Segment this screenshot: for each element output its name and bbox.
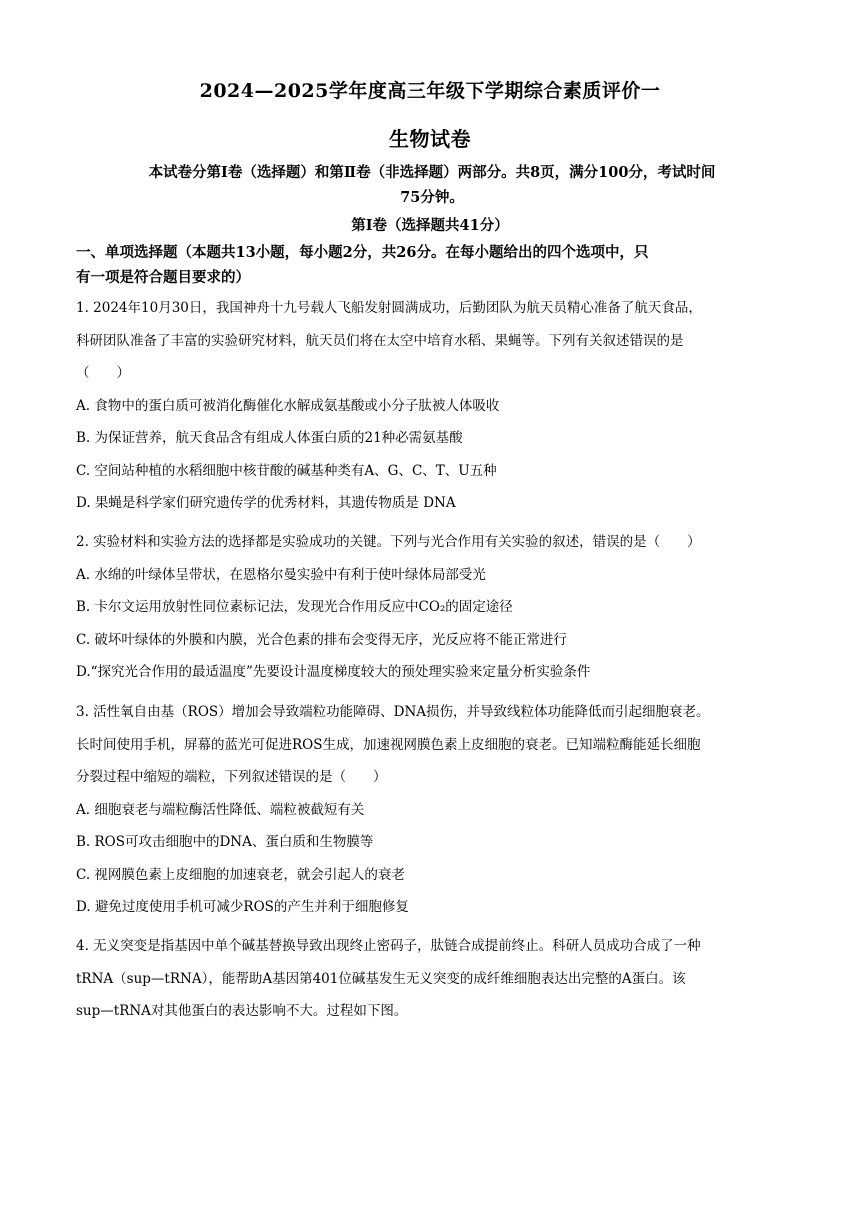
option-c: C. 视网膜色素上皮细胞的加速衰老，就会引起人的衰老 (76, 866, 405, 883)
option-c: C. 破坏叶绿体的外膜和内膜，光合色素的排布会变得无序，光反应将不能正常进行 (76, 631, 567, 648)
option-b: B. 卡尔文运用放射性同位素标记法，发现光合作用反应中CO₂的固定途径 (76, 599, 513, 615)
section-title-line: 有一项是符合题目要求的） (76, 269, 250, 286)
part-one-title: 第Ⅰ卷（选择题共41分） (351, 217, 509, 234)
option-d: D. 避免过度使用手机可减少ROS的产生并利于细胞修复 (76, 899, 409, 915)
subject-title: 生物试卷 (389, 127, 471, 151)
option-a: A. 食物中的蛋白质可被消化酶催化水解成氨基酸或小分子肽被人体吸收 (76, 397, 500, 414)
question-stem-line: sup—tRNA对其他蛋白的表达影响不大。过程如下图。 (76, 1003, 408, 1019)
question-2 (76, 526, 788, 689)
answer-bracket: （ ） (76, 365, 130, 381)
option-d: D.“探究光合作用的最适温度”先要设计温度梯度较大的预处理实验来定量分析实验条件 (76, 664, 591, 680)
question-stem-line: 4. 无义突变是指基因中单个碱基替换导致出现终止密码子，肽链合成提前终止。科研人员成功合成了一种 (76, 938, 701, 954)
instructions-line: 本试卷分第Ⅰ卷（选择题）和第Ⅱ卷（非选择题）两部分。共8页，满分100分，考试时间 (148, 164, 716, 181)
exam-main-title: 2024—2025学年度高三年级下学期综合素质评价一 (199, 80, 661, 102)
question-stem-line: 1. 2024年10月30日，我国神舟十九号载人飞船发射圆满成功，后勤团队为航天员精心准备了航天食品， (76, 300, 702, 316)
question-4 (76, 930, 788, 1028)
option-b: B. ROS可攻击细胞中的DNA、蛋白质和生物膜等 (76, 834, 374, 850)
question-stem-line: 2. 实验材料和实验方法的选择都是实验成功的关键。下列与光合作用有关实验的叙述，错误的是（ ） (76, 534, 701, 550)
exam-instructions (76, 160, 788, 210)
instructions-line: 75分钟。 (400, 189, 464, 206)
section-title-line: 一、单项选择题（本题共13小题，每小题2分，共26分。在每小题给出的四个选项中，只 (76, 244, 649, 261)
question-stem-line: 分裂过程中缩短的端粒，下列叙述错误的是（ ） (76, 769, 387, 785)
option-a: A. 细胞衰老与端粒酶活性降低、端粒被截短有关 (76, 801, 365, 818)
question-stem-line: 长时间使用手机，屏幕的蓝光可促进ROS生成，加速视网膜色素上皮细胞的衰老。已知端粒酶能延长细胞 (76, 736, 701, 753)
question-stem-line: 3. 活性氧自由基（ROS）增加会导致端粒功能障碍、DNA损伤，并导致线粒体功能降低而引起细胞衰老。 (76, 704, 710, 720)
option-d: D. 果蝇是科学家们研究遗传学的优秀材料，其遗传物质是 DNA (76, 495, 456, 511)
question-1 (76, 292, 788, 520)
question-stem-line: tRNA（sup—tRNA），能帮助A基因第401位碱基发生无义突变的成纤维细胞表达出完整的A蛋白。该 (76, 970, 686, 987)
option-c: C. 空间站种植的水稻细胞中核苷酸的碱基种类有A、G、C、T、U五种 (76, 462, 497, 479)
section-title (76, 240, 788, 290)
question-stem-line: 科研团队准备了丰富的实验研究材料，航天员们将在太空中培育水稻、果蝇等。下列有关叙述错误的是 (76, 332, 684, 349)
option-a: A. 水绵的叶绿体呈带状，在恩格尔曼实验中有利于使叶绿体局部受光 (76, 566, 486, 583)
option-b: B. 为保证营养，航天食品含有组成人体蛋白质的21种必需氨基酸 (76, 430, 463, 446)
question-3 (76, 696, 788, 924)
